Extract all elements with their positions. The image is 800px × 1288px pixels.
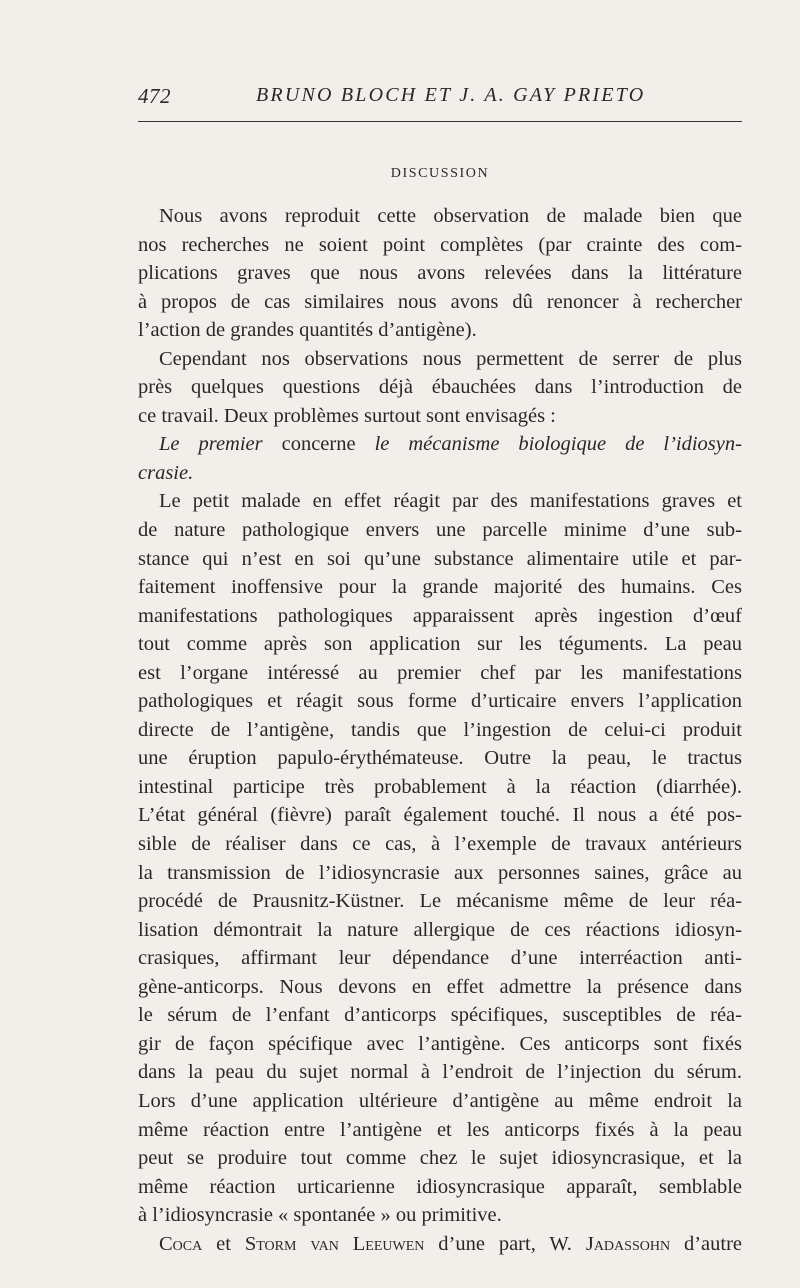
text-line: près quelques questions déjà ébauchées dans l’introduction de [138,376,742,399]
section-title: DISCUSSION [390,166,490,181]
text-line: ce travail. Deux problèmes surtout sont envisagés : [138,404,556,427]
text-line: plications graves que nous avons relevées dans la littérature [138,262,742,285]
text-line: gir de façon spécifique avec l’antigène. Ces anticorps sont fixés [138,1032,742,1055]
text-line: sible de réaliser dans ce cas, à l’exemple de travaux antérieurs [138,833,742,856]
text-line: peut se produire tout comme chez le sujet idiosyncrasique, et la [138,1147,742,1170]
page-header [138,84,742,114]
italic-phrase: le mécanisme biologique de l’idiosyn- [374,433,742,456]
text-line: crasie. [138,461,194,484]
text-line: même réaction urticarienne idiosyncrasique apparaît, semblable [138,1175,742,1198]
text-run: concerne [262,433,375,456]
text-line: Cependant nos observations nous permettent de serrer de plus [159,347,742,370]
text-line: à l’idiosyncrasie « spontanée » ou primitive. [138,1204,502,1227]
text-line: pathologiques et réagit sous forme d’urticaire envers l’application [138,690,742,713]
page-number: 472 [138,84,171,108]
text-run: et [202,1232,245,1255]
text-line: directe de l’antigène, tandis que l’ingestion de celui-ci produit [138,718,742,741]
text-line: L’état général (fièvre) paraît également touché. Il nous a été pos- [138,804,742,827]
text-line: l’action de grandes quantités d’antigène). [138,319,477,342]
text-line: à propos de cas similaires nous avons dû renoncer à rechercher [138,290,742,313]
text-line: intestinal participe très probablement à la réaction (diarrhée). [138,775,742,798]
italic-phrase: Le premier [159,433,263,456]
text-line [138,1230,742,1259]
text-line: le sérum de l’enfant d’anticorps spécifiques, susceptibles de réa- [138,1004,742,1027]
text-line: procédé de Prausnitz-Küstner. Le mécanisme même de leur réa- [138,890,742,913]
text-line: tout comme après son application sur les téguments. La peau [138,633,742,656]
text-line: de nature pathologique envers une parcelle minime d’une sub- [138,519,742,542]
author-name: Storm van Leeuwen [244,1232,425,1255]
text-line: Nous avons reproduit cette observation de malade bien que [159,205,742,227]
author-name: Jadassohn [585,1232,671,1255]
body-text [138,202,742,1258]
text-line [138,430,742,459]
text-line: stance qui n’est en soi qu’une substance alimentaire utile et par- [138,547,742,570]
text-line: dans la peau du sujet normal à l’endroit de l’injection du sérum. [138,1061,742,1084]
header-rule [138,121,742,122]
text-line: lisation démontrait la nature allergique de ces réactions idiosyn- [138,918,742,941]
text-line: manifestations pathologiques apparaissent après ingestion d’œuf [138,604,742,627]
author-name: Coca [159,1232,203,1255]
text-line: est l’organe intéressé au premier chef par les manifestations [138,661,742,684]
text-line: la transmission de l’idiosyncrasie aux personnes saines, grâce au [138,861,742,884]
text-line: une éruption papulo-érythémateuse. Outre la peau, le tractus [138,747,742,770]
text-line: Lors d’une application ultérieure d’antigène au même endroit la [138,1089,742,1112]
text-run: d’autre [670,1232,743,1255]
text-line: nos recherches ne soient point complètes (par crainte des com- [138,233,742,256]
text-run: d’une part, W. [424,1232,586,1255]
text-line: gène-anticorps. Nous devons en effet admettre la présence dans [138,975,742,998]
running-head: BRUNO BLOCH ET J. A. GAY PRIETO [256,84,646,106]
text-line: Le petit malade en effet réagit par des manifestations graves et [159,490,742,513]
text-line: faitement inoffensive pour la grande majorité des humains. Ces [138,576,742,599]
text-line: crasiques, affirmant leur dépendance d’une interréaction anti- [138,947,742,970]
text-line: même réaction entre l’antigène et les anticorps fixés à la peau [138,1118,742,1141]
